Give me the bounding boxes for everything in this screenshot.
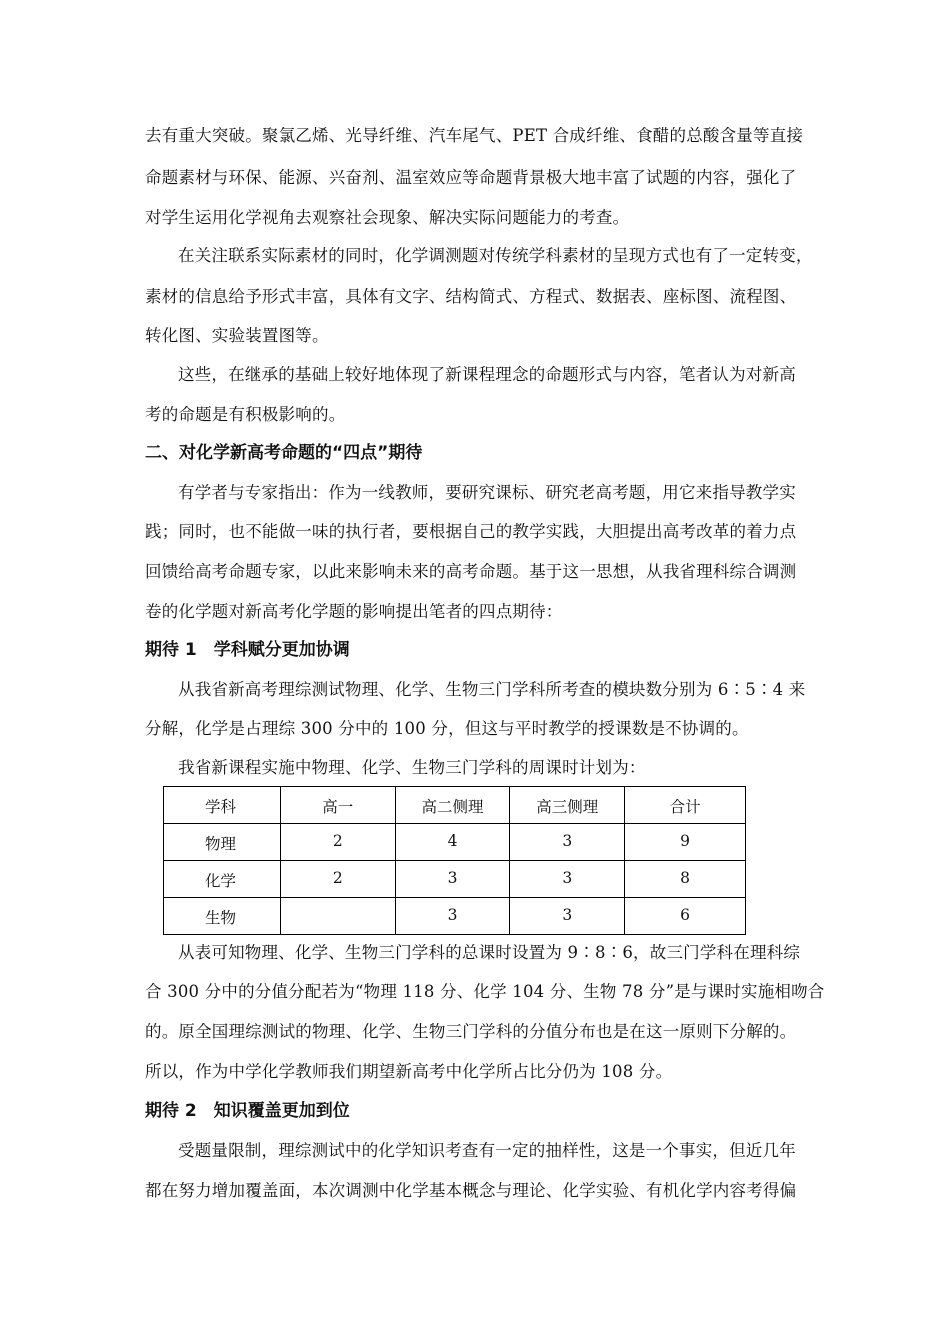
body-text-line: 有学者与专家指出：作为一线教师，要研究课标、研究老高考题，用它来指导教学实 — [178, 483, 796, 502]
table-header-row — [164, 787, 746, 824]
subsection-heading: 期待 1 学科赋分更加协调 — [145, 640, 350, 660]
table-cell: 2 — [280, 824, 395, 861]
body-text-line: 分解，化学是占理综 300 分中的 100 分，但这与平时教学的授课数是不协调的。 — [145, 719, 749, 738]
table-cell: 9 — [625, 824, 746, 861]
body-text-line: 回馈给高考命题专家，以此来影响未来的高考命题。基于这一思想，从我省理科综合调测 — [145, 562, 797, 581]
body-text-line: 从表可知物理、化学、生物三门学科的总课时设置为 9∶8∶6，故三门学科在理科综 — [178, 943, 801, 962]
subsection-heading: 期待 2 知识覆盖更加到位 — [145, 1101, 350, 1121]
table-cell: 4 — [395, 824, 510, 861]
body-text-line: 的。原全国理综测试的物理、化学、生物三门学科的分值分布也是在这一原则下分解的。 — [145, 1022, 797, 1041]
schedule-table — [163, 786, 746, 935]
body-text-line: 都在努力增加覆盖面，本次调测中化学基本概念与理论、化学实验、有机化学内容考得偏 — [145, 1181, 797, 1200]
body-text-line: 考的命题是有积极影响的。 — [145, 405, 346, 424]
body-text-line: 这些，在继承的基础上较好地体现了新课程理念的命题形式与内容，笔者认为对新高 — [178, 365, 796, 384]
table-cell: 3 — [510, 824, 625, 861]
body-text-line: 转化图、实验装置图等。 — [145, 326, 329, 345]
body-text-line: 对学生运用化学视角去观察社会现象、解决实际问题能力的考查。 — [145, 208, 630, 227]
table-header-cell: 学科 — [164, 787, 281, 824]
table-header-cell: 高一 — [280, 787, 395, 824]
table-cell — [280, 898, 395, 935]
body-text-line: 卷的化学题对新高考化学题的影响提出笔者的四点期待： — [145, 602, 563, 621]
table-cell: 化学 — [164, 861, 281, 898]
table-cell: 3 — [510, 898, 625, 935]
table-cell: 物理 — [164, 824, 281, 861]
table-cell: 2 — [280, 861, 395, 898]
body-text-line: 在关注联系实际素材的同时，化学调测题对传统学科素材的呈现方式也有了一定转变， — [178, 246, 813, 265]
body-text-line: 所以，作为中学化学教师我们期望新高考中化学所占比分仍为 108 分。 — [145, 1062, 673, 1081]
body-text-line: 合 300 分中的分值分配若为“物理 118 分、化学 104 分、生物 78 分”是与课时实施相吻合 — [145, 982, 825, 1001]
body-text-line: 践；同时，也不能做一味的执行者，要根据自己的教学实践，大胆提出高考改革的着力点 — [145, 522, 797, 541]
table-header-cell: 高三侧理 — [510, 787, 625, 824]
body-text-line: 素材的信息给予形式丰富，具体有文字、结构简式、方程式、数据表、座标图、流程图、 — [145, 287, 797, 306]
table-cell: 3 — [395, 898, 510, 935]
table-cell: 6 — [625, 898, 746, 935]
table-header-cell: 合计 — [625, 787, 746, 824]
table-row — [164, 861, 746, 898]
body-text-line: 命题素材与环保、能源、兴奋剂、温室效应等命题背景极大地丰富了试题的内容，强化了 — [145, 168, 797, 187]
table-intro: 我省新课程实施中物理、化学、生物三门学科的周课时计划为： — [178, 758, 646, 777]
body-text-line: 去有重大突破。聚氯乙烯、光导纤维、汽车尾气、PET 合成纤维、食醋的总酸含量等直接 — [145, 126, 804, 145]
table-cell: 8 — [625, 861, 746, 898]
table-row — [164, 824, 746, 861]
table-cell: 生物 — [164, 898, 281, 935]
table-header-cell: 高二侧理 — [395, 787, 510, 824]
table-row — [164, 898, 746, 935]
section-heading: 二、对化学新高考命题的“四点”期待 — [145, 443, 423, 463]
body-text-line: 受题量限制，理综测试中的化学知识考查有一定的抽样性，这是一个事实，但近几年 — [178, 1141, 796, 1160]
table-cell: 3 — [395, 861, 510, 898]
table-cell: 3 — [510, 861, 625, 898]
body-text-line: 从我省新高考理综测试物理、化学、生物三门学科所考查的模块数分别为 6∶5∶4 来 — [178, 680, 806, 699]
